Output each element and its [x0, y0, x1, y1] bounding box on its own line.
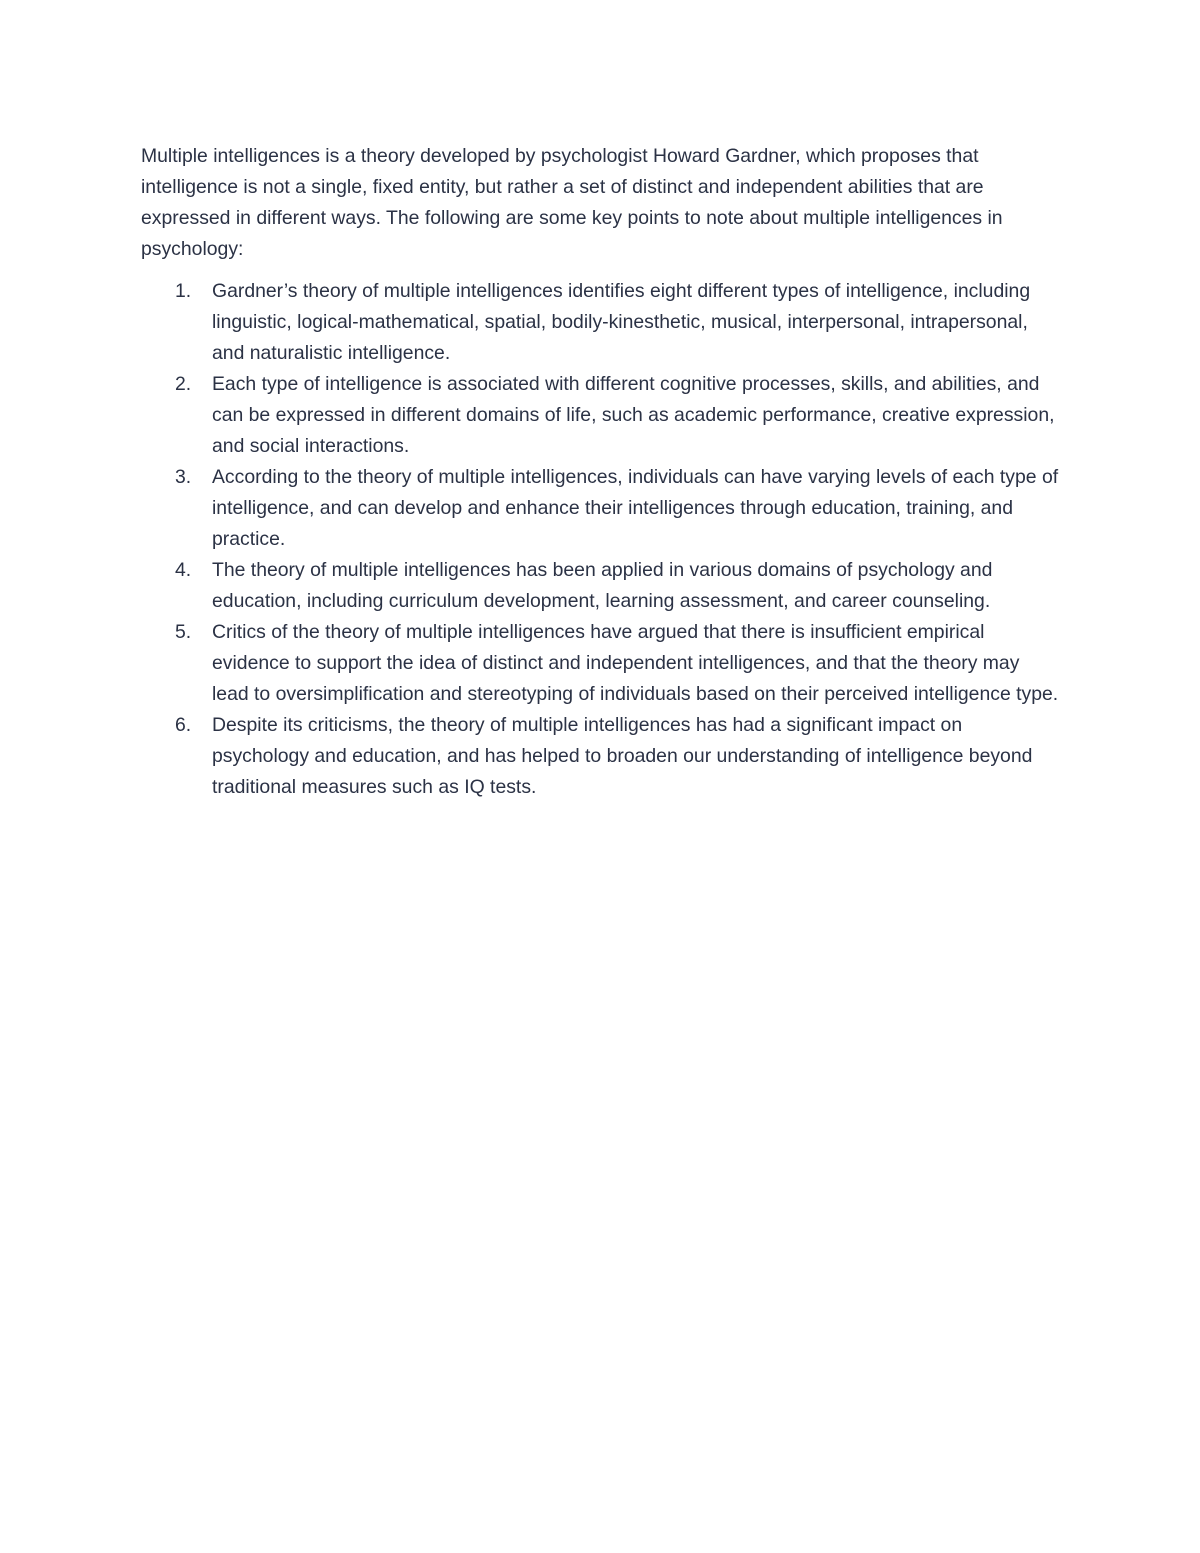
document-body: [141, 141, 1059, 803]
list-item-number: 5.: [175, 621, 192, 643]
list-item-number: 2.: [175, 373, 192, 395]
list-item-text: Gardner’s theory of multiple intelligences identifies eight different types of intelligence, including linguistic, logical-mathematical, spatial, bodily-kinesthetic, musical, interpersonal, intrapersonal, and naturalistic intelligence.: [212, 280, 1031, 364]
list-item-text: Each type of intelligence is associated with different cognitive processes, skills, and abilities, and can be expressed in different domains of life, such as academic performance, creative expression, and social interactions.: [212, 373, 1055, 457]
list-item: [141, 276, 1059, 369]
list-item-number: 4.: [175, 559, 192, 581]
list-item: [141, 462, 1059, 555]
list-item-number: 3.: [175, 466, 192, 488]
intro-paragraph: Multiple intelligences is a theory developed by psychologist Howard Gardner, which proposes that intelligence is not a single, fixed entity, but rather a set of distinct and independent abilities that are expressed in different ways. The following are some key points to note about multiple intelligences in psychology:: [141, 145, 1003, 260]
list-item-text: Despite its criticisms, the theory of multiple intelligences has had a significant impact on psychology and education, and has helped to broaden our understanding of intelligence beyond traditional measures such as IQ tests.: [212, 714, 1033, 798]
list-item-text: Critics of the theory of multiple intelligences have argued that there is insufficient empirical evidence to support the idea of distinct and independent intelligences, and that the theory may lead to oversimplification and stereotyping of individuals based on their perceived intelligence type.: [212, 621, 1059, 705]
key-points-list: [141, 276, 1059, 803]
list-item: [141, 617, 1059, 710]
list-item: [141, 369, 1059, 462]
list-item-number: 6.: [175, 714, 192, 736]
list-item: [141, 555, 1059, 617]
list-item-text: The theory of multiple intelligences has been applied in various domains of psychology and education, including curriculum development, learning assessment, and career counseling.: [212, 559, 993, 612]
list-item-text: According to the theory of multiple intelligences, individuals can have varying levels of each type of intelligence, and can develop and enhance their intelligences through education, training, and practice.: [212, 466, 1059, 550]
list-item-number: 1.: [175, 280, 192, 302]
list-item: [141, 710, 1059, 803]
